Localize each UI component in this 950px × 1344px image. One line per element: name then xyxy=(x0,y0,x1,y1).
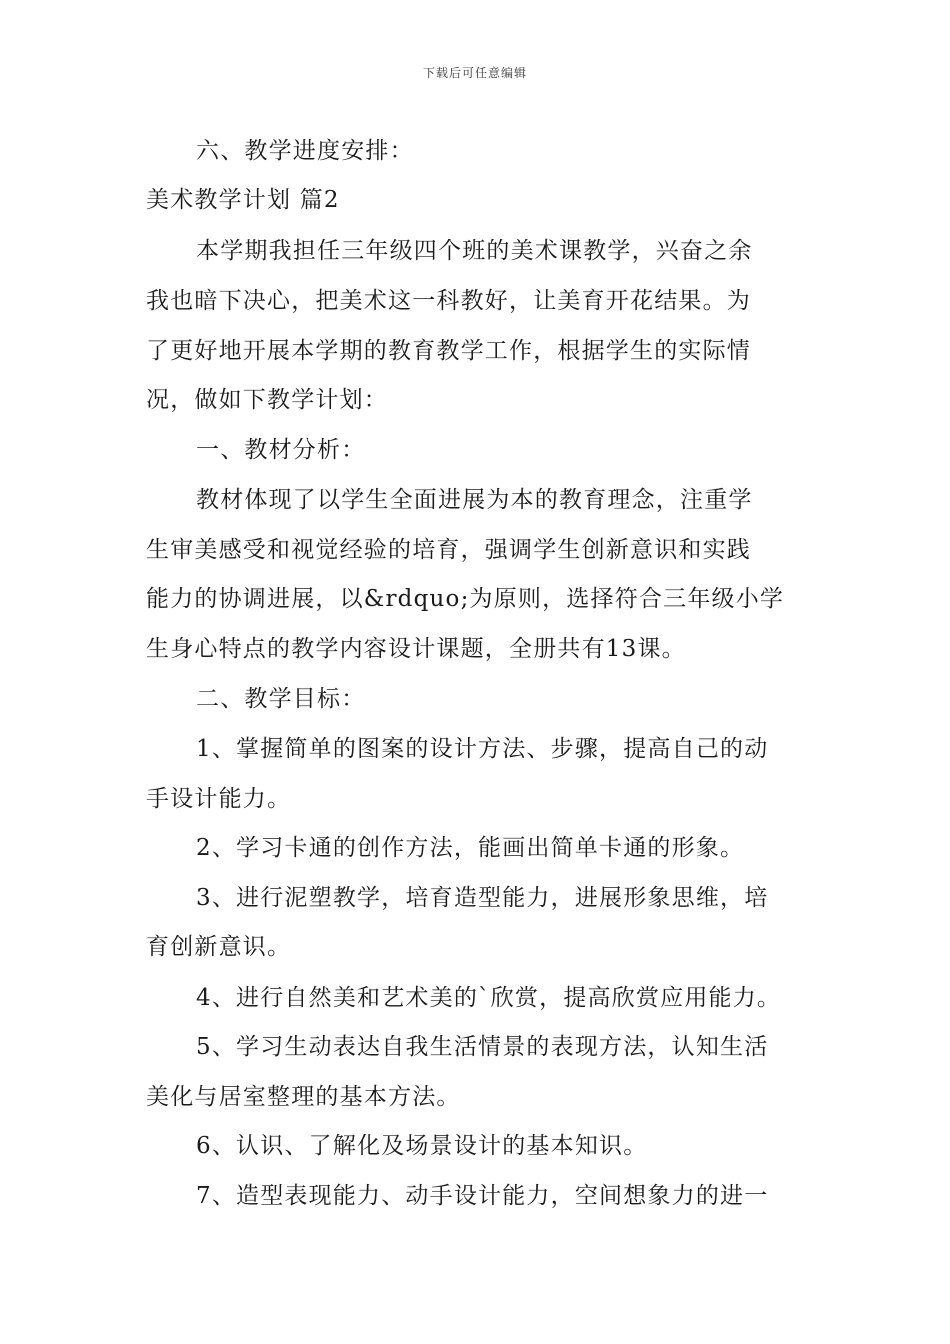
page-header-note: 下载后可任意编辑 xyxy=(422,66,527,80)
paragraph-line: 教材体现了以学生全面进展为本的教育理念，注重学 xyxy=(196,487,753,513)
paragraph-line: 况，做如下教学计划： xyxy=(146,387,388,413)
paragraph-line: 本学期我担任三年级四个班的美术课教学，兴奋之余 xyxy=(196,238,753,264)
list-item: 7、造型表现能力、动手设计能力，空间想象力的进一 xyxy=(196,1183,769,1209)
list-item: 3、进行泥塑教学，培育造型能力，进展形象思维，培 xyxy=(196,885,769,911)
document-title: 美术教学计划 篇2 xyxy=(146,187,340,213)
list-item: 2、学习卡通的创作方法，能画出简单卡通的形象。 xyxy=(196,835,745,861)
list-item: 6、认识、了解化及场景设计的基本知识。 xyxy=(196,1133,648,1159)
list-item: 1、掌握简单的图案的设计方法、步骤，提高自己的动 xyxy=(196,736,769,762)
section-heading-materials: 一、教材分析： xyxy=(196,437,366,463)
section-heading-schedule: 六、教学进度安排： xyxy=(196,138,414,164)
paragraph-line: 我也暗下决心，把美术这一科教好，让美育开花结果。为 xyxy=(146,288,751,314)
list-item-continuation: 手设计能力。 xyxy=(146,786,292,812)
list-item: 4、进行自然美和艺术美的`欣赏，提高欣赏应用能力。 xyxy=(196,985,782,1011)
list-item-continuation: 育创新意识。 xyxy=(146,934,292,960)
paragraph-line: 了更好地开展本学期的教育教学工作，根据学生的实际情 xyxy=(146,338,751,364)
paragraph-line: 生审美感受和视觉经验的培育，强调学生创新意识和实践 xyxy=(146,537,751,563)
list-item: 5、学习生动表达自我生活情景的表现方法，认知生活 xyxy=(196,1034,769,1060)
paragraph-line: 能力的协调进展，以&rdquo;为原则，选择符合三年级小学 xyxy=(146,586,785,612)
section-heading-goals: 二、教学目标： xyxy=(196,686,366,712)
paragraph-line: 生身心特点的教学内容设计课题，全册共有13课。 xyxy=(146,636,686,662)
list-item-continuation: 美化与居室整理的基本方法。 xyxy=(146,1084,461,1110)
